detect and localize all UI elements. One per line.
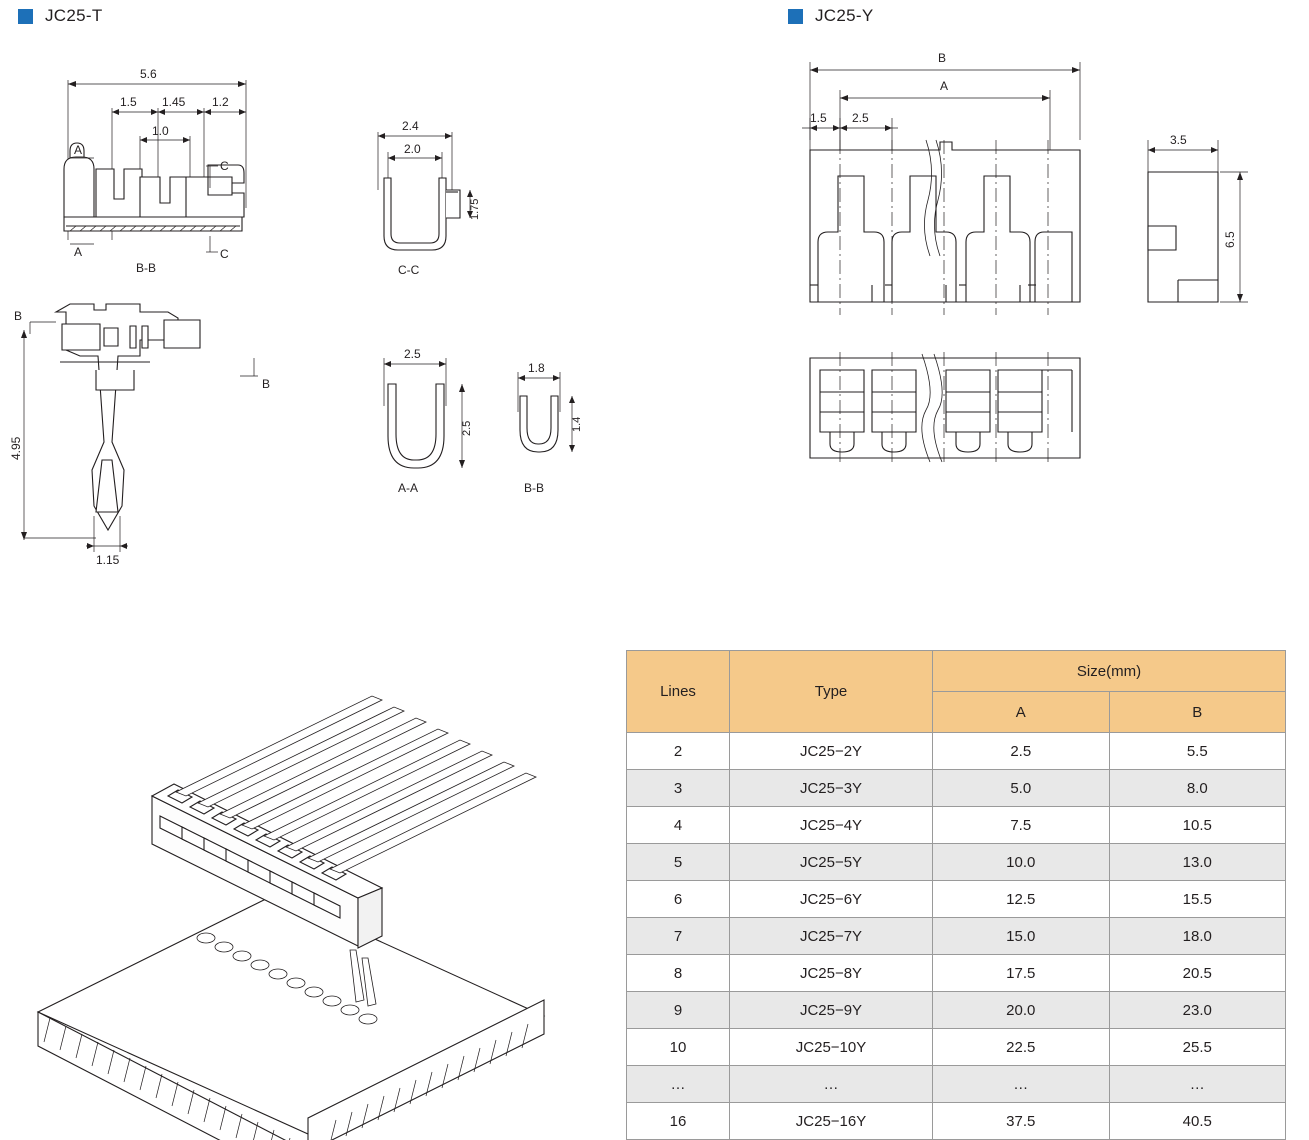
section-letter: A [74,245,83,259]
cell-type: JC25−2Y [730,733,933,770]
section-label: JC25-T [45,6,103,25]
dim-label: 1.15 [96,553,120,567]
view-caption-bb-small: B-B [524,481,545,495]
cell-type: JC25−5Y [730,844,933,881]
header-type: Type [730,651,933,733]
terminal-side-outline [56,304,200,530]
cell-a: 20.0 [933,992,1110,1029]
table-row [627,1066,1286,1103]
cell-type: JC25−10Y [730,1029,933,1066]
cell-a: 15.0 [933,918,1110,955]
section-label: JC25-Y [815,6,874,25]
cell-a: 10.0 [933,844,1110,881]
dim-label: 6.5 [1223,231,1237,248]
square-marker-icon [18,9,33,24]
terminal-aa-outline [388,384,444,468]
table-row [627,881,1286,918]
cell-lines: 8 [627,955,730,992]
cell-lines: 4 [627,807,730,844]
cell-type: JC25−16Y [730,1103,933,1140]
table-row [627,1103,1286,1140]
cell-b: 5.5 [1109,733,1286,770]
header-size-a: A [933,692,1110,733]
cell-a: 17.5 [933,955,1110,992]
header-size-b: B [1109,692,1286,733]
cell-b: 13.0 [1109,844,1286,881]
section-letter: B [262,377,271,391]
table-row [627,733,1286,770]
housing-front-outline [810,142,1080,302]
dim-label: 1.75 [469,198,481,220]
terminal-bb-small-outline [520,396,558,452]
view-caption-aa: A-A [398,481,419,495]
dim-label: 2.0 [404,142,421,156]
dimension-a [840,90,1050,150]
dim-label: 1.4 [571,416,583,432]
dim-label: A [940,79,949,93]
terminal-cc-outline [384,178,460,250]
cell-lines: 3 [627,770,730,807]
pcb-board [38,894,544,1140]
table-row [627,770,1286,807]
header-lines: Lines [627,651,730,733]
assembly-illustration [10,620,610,1140]
table-body [627,733,1286,1140]
cell-a: 5.0 [933,770,1110,807]
table-header-row [627,651,1286,692]
spec-table [626,650,1286,1140]
cell-b: 25.5 [1109,1029,1286,1066]
dim-label: 2.5 [461,420,473,436]
cell-lines: 16 [627,1103,730,1140]
table-row [627,1029,1286,1066]
header-size-group: Size(mm) [933,651,1286,692]
dim-label: 1.45 [162,95,186,109]
cell-b: 18.0 [1109,918,1286,955]
table-row [627,844,1286,881]
view-caption-bb: B-B [136,261,157,275]
cell-a: 12.5 [933,881,1110,918]
table-row [627,918,1286,955]
cell-a: 2.5 [933,733,1110,770]
housing-side-outline [1148,172,1218,302]
section-title-jc25-t [18,6,103,26]
cell-lines: 5 [627,844,730,881]
terminal-front-outline [64,143,244,231]
dim-label: 1.0 [152,124,169,138]
dim-label: 1.2 [212,95,229,109]
cell-type: JC25−3Y [730,770,933,807]
cell-b: 23.0 [1109,992,1286,1029]
section-title-jc25-y [788,6,874,26]
cell-b: 8.0 [1109,770,1286,807]
cell-lines: 6 [627,881,730,918]
square-marker-icon [788,9,803,24]
cell-type: JC25−8Y [730,955,933,992]
table-row [627,992,1286,1029]
dim-label: 2.5 [404,347,421,361]
view-caption-cc: C-C [398,263,420,277]
dim-label: B [938,51,947,65]
cell-a: 7.5 [933,807,1110,844]
cell-type: JC25−6Y [730,881,933,918]
cell-lines: … [627,1066,730,1103]
cell-a: … [933,1066,1110,1103]
dim-label: 1.5 [120,95,137,109]
cell-lines: 2 [627,733,730,770]
cell-a: 37.5 [933,1103,1110,1140]
terminal-drawing-group [0,40,620,600]
section-letter: C [220,247,229,261]
cell-lines: 9 [627,992,730,1029]
section-letter: B [14,309,23,323]
cell-b: … [1109,1066,1286,1103]
cell-lines: 7 [627,918,730,955]
housing-drawing-group [780,40,1300,500]
dim-label: 1.8 [528,361,545,375]
cell-type: … [730,1066,933,1103]
dim-label: 1.5 [810,111,827,125]
cell-type: JC25−7Y [730,918,933,955]
table-row [627,807,1286,844]
table-row [627,955,1286,992]
section-letter: A [74,143,83,157]
dim-label: 5.6 [140,67,157,81]
dim-label: 2.5 [852,111,869,125]
cell-a: 22.5 [933,1029,1110,1066]
dimension-2-0 [388,152,442,190]
cell-lines: 10 [627,1029,730,1066]
section-letter: C [220,159,229,173]
housing-bottom-outline [810,358,1080,458]
dim-label: 3.5 [1170,133,1187,147]
cell-b: 20.5 [1109,955,1286,992]
cell-type: JC25−9Y [730,992,933,1029]
cell-b: 15.5 [1109,881,1286,918]
dim-label: 4.95 [9,436,23,460]
spec-table-wrapper [626,650,1286,1140]
cell-type: JC25−4Y [730,807,933,844]
cell-b: 10.5 [1109,807,1286,844]
cell-b: 40.5 [1109,1103,1286,1140]
dim-label: 2.4 [402,119,419,133]
